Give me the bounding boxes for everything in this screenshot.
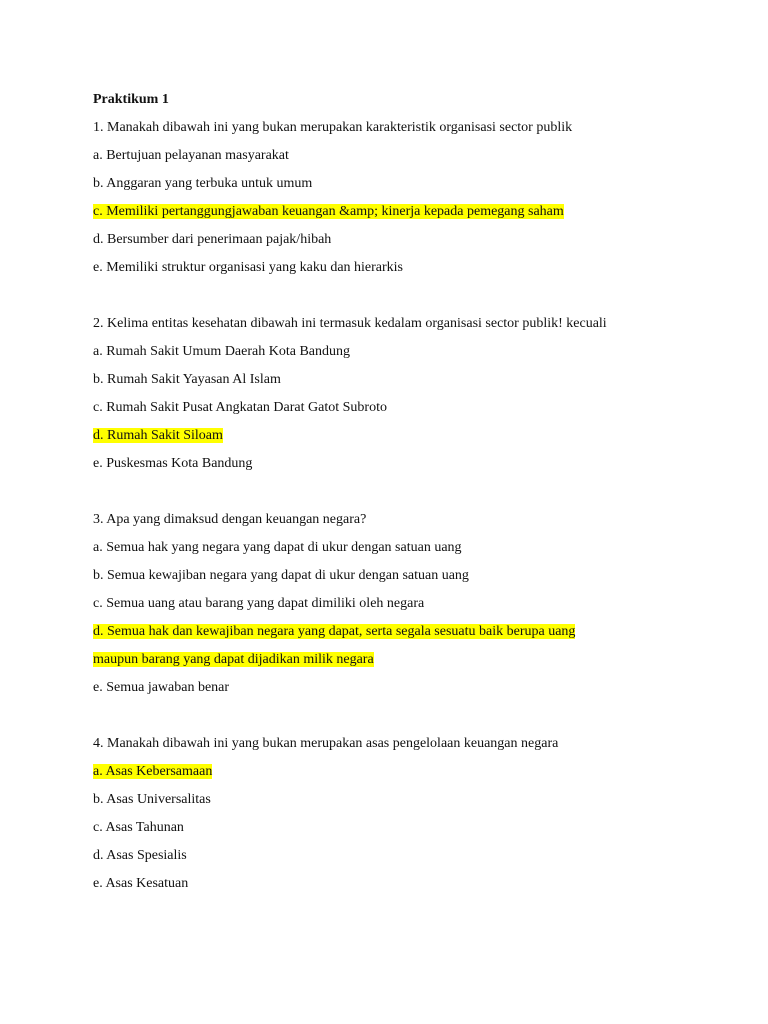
option-text: a. Rumah Sakit Umum Daerah Kota Bandung <box>93 344 351 359</box>
question-4 <box>93 730 733 758</box>
option-text: b. Rumah Sakit Yayasan Al Islam <box>93 372 281 387</box>
highlighted-answer: d. Semua hak dan kewajiban negara yang dapat, serta segala sesuatu baik berupa uang <box>93 624 576 639</box>
blank-line <box>93 478 733 506</box>
option-text: b. Anggaran yang terbuka untuk umum <box>93 176 313 191</box>
question-1-option-d <box>93 226 733 254</box>
question-3 <box>93 506 733 534</box>
question-3-text: 3. Apa yang dimaksud dengan keuangan negara? <box>93 512 367 527</box>
option-text: c. Asas Tahunan <box>93 820 184 835</box>
option-text: b. Semua kewajiban negara yang dapat di ukur dengan satuan uang <box>93 568 469 583</box>
option-text: c. Semua uang atau barang yang dapat dimiliki oleh negara <box>93 596 425 611</box>
highlighted-answer: c. Memiliki pertanggungjawaban keuangan &amp; kinerja kepada pemegang saham <box>93 204 564 219</box>
option-text: a. Bertujuan pelayanan masyarakat <box>93 148 289 163</box>
option-text: c. Rumah Sakit Pusat Angkatan Darat Gatot Subroto <box>93 400 387 415</box>
highlighted-answer: maupun barang yang dapat dijadikan milik negara <box>93 652 374 667</box>
question-3-option-b <box>93 562 733 590</box>
option-text: a. Semua hak yang negara yang dapat di ukur dengan satuan uang <box>93 540 462 555</box>
question-2-option-c <box>93 394 733 422</box>
option-text: e. Memiliki struktur organisasi yang kaku dan hierarkis <box>93 260 404 275</box>
question-2-text: 2. Kelima entitas kesehatan dibawah ini termasuk kedalam organisasi sector publik! kecuali <box>93 316 607 331</box>
question-4-option-b <box>93 786 733 814</box>
highlighted-answer: d. Rumah Sakit Siloam <box>93 428 223 443</box>
question-1-option-a <box>93 142 733 170</box>
question-2-option-d <box>93 422 733 450</box>
question-2-option-e <box>93 450 733 478</box>
question-1-option-b <box>93 170 733 198</box>
option-text: e. Puskesmas Kota Bandung <box>93 456 253 471</box>
document-title <box>93 86 733 114</box>
question-3-option-c <box>93 590 733 618</box>
question-1-option-c <box>93 198 733 226</box>
question-2-option-b <box>93 366 733 394</box>
question-4-option-d <box>93 842 733 870</box>
question-2 <box>93 310 733 338</box>
question-3-option-e <box>93 674 733 702</box>
question-4-option-c <box>93 814 733 842</box>
question-2-option-a <box>93 338 733 366</box>
question-3-option-d <box>93 618 733 646</box>
option-text: b. Asas Universalitas <box>93 792 211 807</box>
question-1-text: 1. Manakah dibawah ini yang bukan merupakan karakteristik organisasi sector publik <box>93 120 573 135</box>
question-4-text: 4. Manakah dibawah ini yang bukan merupakan asas pengelolaan keuangan negara <box>93 736 559 751</box>
question-3-option-a <box>93 534 733 562</box>
option-text: e. Asas Kesatuan <box>93 876 189 891</box>
question-4-option-e <box>93 870 733 898</box>
option-text: d. Bersumber dari penerimaan pajak/hibah <box>93 232 332 247</box>
blank-line <box>93 282 733 310</box>
document-title-text: Praktikum 1 <box>93 92 169 107</box>
option-text: d. Asas Spesialis <box>93 848 187 863</box>
question-1-option-e <box>93 254 733 282</box>
highlighted-answer: a. Asas Kebersamaan <box>93 764 213 779</box>
question-4-option-a <box>93 758 733 786</box>
document-page <box>93 86 733 898</box>
question-1 <box>93 114 733 142</box>
option-text: e. Semua jawaban benar <box>93 680 230 695</box>
question-3-option-d-continued <box>93 646 733 674</box>
blank-line <box>93 702 733 730</box>
